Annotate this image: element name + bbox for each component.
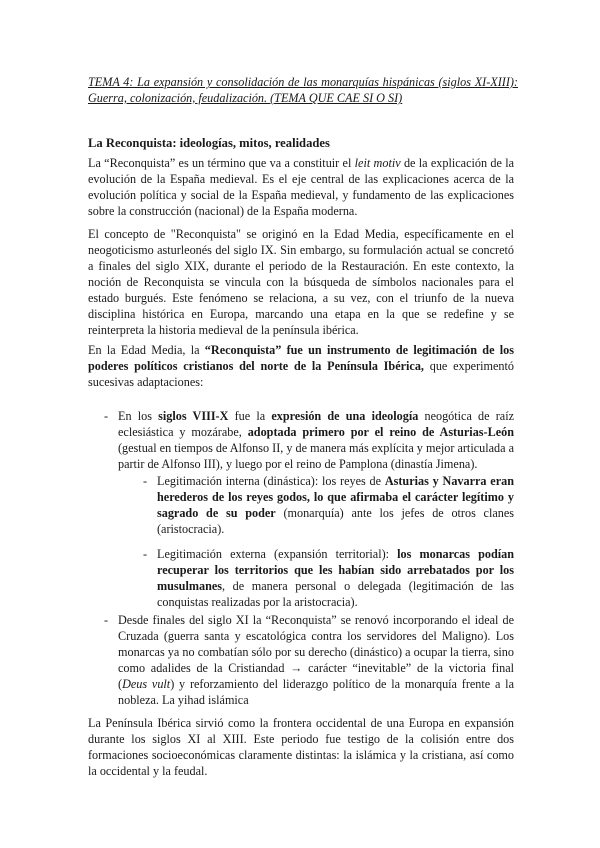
bold-text: adoptada primero por el reino de Asturias-León bbox=[247, 425, 514, 439]
text: Legitimación interna (dinástica): los reyes de bbox=[157, 474, 385, 488]
text: neogótica de raíz eclesiástica y mozárabe, bbox=[118, 409, 514, 439]
bold-text: los monarcas podían recuperar los territorios que les habían sido arrebatados por los musulmanes bbox=[157, 547, 515, 593]
text: , de manera personal o delegada (legitimación de las conquistas realizadas por la aristocracia). bbox=[157, 579, 514, 609]
italic-term: Deus vult bbox=[122, 677, 171, 691]
text: Legitimación externa (expansión territorial): bbox=[157, 547, 398, 561]
topic-title: TEMA 4: La expansión y consolidación de las monarquías hispánicas (siglos XI-XIII): Guerra, colonización, feudalización. (TEMA QUE CAE SI O SI) bbox=[88, 75, 518, 105]
paragraph-reconquista-intro bbox=[88, 155, 514, 219]
text: (monarquía) ante los jefes de otros clanes (aristocracia). bbox=[157, 506, 515, 536]
list-item-siglos-viii-x bbox=[118, 408, 514, 472]
bold-text: “Reconquista” fue un instrumento de legitimación de los poderes políticos cristianos del norte de la Península Ibérica, bbox=[88, 343, 514, 373]
italic-term: leit motiv bbox=[354, 156, 401, 170]
sublist-item-external-legitimation bbox=[157, 546, 514, 610]
text: En los bbox=[118, 409, 159, 423]
list-bullet: - bbox=[104, 409, 109, 423]
bold-text: siglos VIII-X bbox=[158, 409, 229, 423]
text: de la explicación de la evolución de la España medieval. Es el eje central de las explicaciones acerca de la evolución política y social de la España medieval, y fundamento de las explicaciones sobre la construcción (nacional) de la España moderna. bbox=[88, 156, 514, 218]
text: que experimentó sucesivas adaptaciones: bbox=[88, 359, 514, 389]
section-heading: La Reconquista: ideologías, mitos, realidades bbox=[88, 136, 330, 150]
text: ) y reforzamiento del liderazgo político de la monarquía frente a la nobleza. La yihad islámica bbox=[118, 677, 514, 707]
sublist-bullet: - bbox=[143, 474, 148, 488]
paragraph-frontier: La Península Ibérica sirvió como la frontera occidental de una Europa en expansión durante los siglos XI al XIII. Este periodo fue testigo de la colisión entre dos formaciones socioeconómicas claramente distintas: la islámica y la cristiana, así como la occidental y la feudal. bbox=[88, 716, 514, 778]
text: fue la bbox=[228, 409, 272, 423]
sublist-item-internal-legitimation bbox=[157, 473, 514, 537]
text: En la Edad Media, la bbox=[88, 343, 205, 357]
text: La “Reconquista” es un término que va a constituir el bbox=[88, 156, 355, 170]
text: (gestual en tiempos de Alfonso II, y de manera más explícita y mejor articulada a partir de Alfonso III), y luego por el reino de Pamplona (dinastía Jimena). bbox=[118, 441, 514, 471]
bold-text: expresión de una ideología bbox=[271, 409, 419, 423]
list-bullet: - bbox=[104, 613, 109, 627]
paragraph-concept-origin: El concepto de "Reconquista" se originó en la Edad Media, específicamente en el neogoticismo asturleonés del siglo IX. Sin embargo, su formulación actual se concretó a finales del siglo XIX, durante el periodo de la Restauración. En este contexto, la noción de Reconquista se vincula con la búsqueda de símbolos nacionales para el estado burgués. Este fenómeno se relaciona, a su vez, con el triunfo de la nueva disciplina histórica en Europa, marcando una etapa en la que se redefine y se reinterpreta la historia medieval de la península ibérica. bbox=[88, 227, 514, 337]
paragraph-legitimation bbox=[88, 342, 514, 390]
list-item-cruzada bbox=[118, 612, 514, 708]
sublist-bullet: - bbox=[143, 547, 148, 561]
text: Desde finales del siglo XI la “Reconquista” se renovó incorporando el ideal de Cruzada (guerra santa y escatológica contra los servidores del Maligno). Los monarcas ya no combatían sólo por su derecho (dinástico) a ocupar la tierra, sino como adalides de la Cristiandad → carácter “inevitable” de la victoria final ( bbox=[118, 613, 514, 691]
bold-text: Asturias y Navarra eran herederos de los reyes godos, lo que afirmaba el carácter legítimo y sagrado de su poder bbox=[157, 474, 514, 520]
